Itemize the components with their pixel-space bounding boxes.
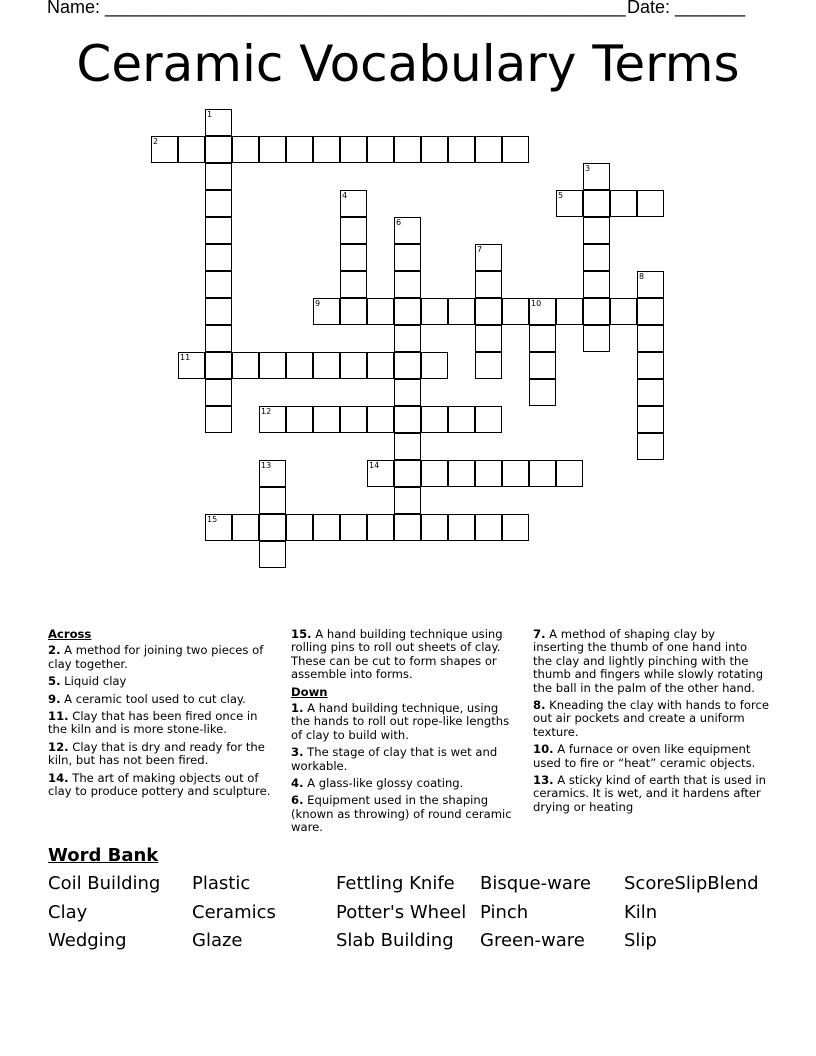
word-bank-item: Kiln — [624, 902, 658, 923]
word-bank-item: Coil Building — [48, 873, 161, 894]
crossword-cell[interactable] — [340, 217, 367, 244]
across-heading: Across — [48, 627, 92, 641]
crossword-cell[interactable] — [394, 487, 421, 514]
crossword-cell[interactable] — [475, 136, 502, 163]
clue-down-3: 3. The stage of clay that is wet and workable. — [291, 745, 498, 773]
crossword-cell[interactable] — [205, 271, 232, 298]
crossword-cell[interactable] — [367, 514, 394, 541]
crossword-cell[interactable] — [502, 460, 529, 487]
crossword-cell[interactable] — [637, 352, 664, 379]
crossword-cell[interactable] — [259, 514, 286, 541]
crossword-cell[interactable] — [475, 352, 502, 379]
crossword-cell[interactable] — [529, 379, 556, 406]
clue-number: 4 — [342, 191, 348, 200]
clue-down-4: 4. A glass-like glossy coating. — [291, 776, 464, 791]
clue-across-5: 5. Liquid clay — [48, 674, 127, 689]
crossword-cell[interactable] — [583, 298, 610, 325]
crossword-cell[interactable] — [340, 352, 367, 379]
crossword-cell[interactable] — [529, 460, 556, 487]
crossword-cell[interactable] — [178, 136, 205, 163]
clue-number: 11 — [180, 353, 191, 362]
word-bank-item: Pinch — [480, 902, 529, 923]
crossword-cell[interactable] — [394, 271, 421, 298]
clue-number: 8 — [639, 272, 645, 281]
clue-number: 5 — [558, 191, 564, 200]
crossword-cell[interactable] — [205, 298, 232, 325]
crossword-cell[interactable] — [529, 352, 556, 379]
clue-number: 9 — [315, 299, 321, 308]
word-bank-item: Bisque-ware — [480, 873, 591, 894]
clue-number: 7 — [477, 245, 483, 254]
crossword-cell[interactable] — [394, 406, 421, 433]
clue-across-2: 2. A method for joining two pieces of clay together. — [48, 643, 264, 671]
crossword-cell[interactable] — [367, 406, 394, 433]
crossword-cell[interactable] — [421, 514, 448, 541]
crossword-cell[interactable] — [259, 541, 286, 568]
crossword-cell[interactable] — [637, 190, 664, 217]
crossword-cell[interactable] — [421, 352, 448, 379]
crossword-cell[interactable] — [286, 406, 313, 433]
clue-number: 13 — [261, 461, 272, 470]
word-bank-item: Slab Building — [336, 930, 454, 951]
clue-number: 12 — [261, 407, 272, 416]
crossword-cell[interactable] — [583, 217, 610, 244]
crossword-cell[interactable] — [340, 514, 367, 541]
crossword-cell[interactable] — [286, 352, 313, 379]
crossword-cell[interactable] — [232, 136, 259, 163]
clue-across-11: 11. Clay that has been fired once in the kiln and is more stone-like. — [48, 709, 258, 737]
crossword-cell[interactable] — [313, 514, 340, 541]
clue-across-9: 9. A ceramic tool used to cut clay. — [48, 691, 246, 706]
crossword-cell[interactable] — [205, 325, 232, 352]
crossword-cell[interactable] — [448, 406, 475, 433]
crossword-cell[interactable] — [475, 460, 502, 487]
crossword-cell[interactable] — [583, 271, 610, 298]
clue-down-7: 7. A method of shaping clay by inserting the thumb of one hand into the clay and lightly pinching with the thumb and fingers while slowly rotating the ball in the palm of the other hand. — [533, 627, 764, 695]
crossword-cell[interactable] — [394, 433, 421, 460]
crossword-cell[interactable] — [286, 136, 313, 163]
crossword-cell[interactable] — [394, 460, 421, 487]
word-bank-item: Potter's Wheel — [336, 902, 467, 923]
crossword-cell[interactable] — [259, 136, 286, 163]
clue-down-8: 8. Kneading the clay with hands to force out air pockets and create a uniform texture. — [533, 698, 769, 739]
crossword-cell[interactable] — [448, 298, 475, 325]
crossword-cell[interactable] — [637, 433, 664, 460]
word-bank-item: Ceramics — [192, 902, 276, 923]
crossword-cell[interactable] — [205, 379, 232, 406]
crossword-cell[interactable] — [475, 406, 502, 433]
date-field-label[interactable]: Date: _______ — [627, 0, 746, 17]
word-bank-item: Glaze — [192, 930, 243, 951]
crossword-cell[interactable] — [448, 514, 475, 541]
crossword-cell[interactable] — [448, 460, 475, 487]
crossword-cell[interactable] — [394, 136, 421, 163]
clue-down-6: 6. Equipment used in the shaping (known as throwing) of round ceramic ware. — [291, 793, 512, 835]
word-bank-item: ScoreSlipBlend — [624, 873, 759, 894]
clues-column-3 — [533, 628, 769, 818]
crossword-cell[interactable] — [475, 271, 502, 298]
clues-column-2 — [291, 628, 519, 839]
word-bank-title: Word Bank — [48, 845, 159, 866]
crossword-cell[interactable] — [286, 514, 313, 541]
crossword-cell[interactable] — [394, 298, 421, 325]
crossword-cell[interactable] — [475, 514, 502, 541]
crossword-cell[interactable] — [475, 325, 502, 352]
crossword-cell[interactable] — [394, 244, 421, 271]
clue-number: 3 — [585, 164, 591, 173]
crossword-cell[interactable] — [367, 136, 394, 163]
crossword-cell[interactable] — [313, 406, 340, 433]
crossword-cell[interactable] — [637, 325, 664, 352]
clue-number: 15 — [207, 515, 218, 524]
crossword-cell[interactable] — [556, 298, 583, 325]
name-field-label[interactable]: Name: ____________________________________________________ — [47, 0, 626, 17]
clue-down-1: 1. A hand building technique, using the hands to roll out rope-like lengths of clay to build with. — [291, 701, 510, 742]
crossword-cell[interactable] — [259, 487, 286, 514]
crossword-cell[interactable] — [394, 352, 421, 379]
clue-number: 10 — [531, 299, 542, 308]
crossword-cell[interactable] — [205, 406, 232, 433]
crossword-cell[interactable] — [340, 244, 367, 271]
crossword-cell[interactable] — [583, 244, 610, 271]
crossword-cell[interactable] — [313, 136, 340, 163]
clue-down-10: 10. A furnace or oven like equipment used to fire or “heat” ceramic objects. — [533, 742, 756, 770]
word-bank-item: Clay — [48, 902, 88, 923]
page-title: Ceramic Vocabulary Terms — [76, 35, 740, 93]
crossword-cell[interactable] — [205, 136, 232, 163]
crossword-cell[interactable] — [556, 460, 583, 487]
down-heading: Down — [291, 684, 328, 699]
crossword-cell[interactable] — [232, 352, 259, 379]
crossword-cell[interactable] — [394, 379, 421, 406]
crossword-cell[interactable] — [259, 352, 286, 379]
crossword-cell[interactable] — [421, 460, 448, 487]
crossword-cell[interactable] — [529, 325, 556, 352]
word-bank-item: Wedging — [48, 930, 127, 951]
crossword-cell[interactable] — [313, 352, 340, 379]
crossword-cell[interactable] — [502, 514, 529, 541]
crossword-cell[interactable] — [340, 136, 367, 163]
word-bank-item: Green-ware — [480, 930, 585, 951]
crossword-cell[interactable] — [421, 406, 448, 433]
crossword-cell[interactable] — [421, 136, 448, 163]
crossword-cell[interactable] — [394, 325, 421, 352]
crossword-cell[interactable] — [421, 298, 448, 325]
clue-across-12: 12. Clay that is dry and ready for the kiln, but has not been fired. — [48, 739, 265, 768]
word-bank-item: Slip — [624, 930, 657, 951]
crossword-cell[interactable] — [394, 514, 421, 541]
crossword-cell[interactable] — [637, 379, 664, 406]
clue-number: 6 — [396, 218, 402, 227]
crossword-cell[interactable] — [583, 325, 610, 352]
crossword-cell[interactable] — [583, 190, 610, 217]
crossword-cell[interactable] — [367, 298, 394, 325]
crossword-cell[interactable] — [367, 352, 394, 379]
crossword-cell[interactable] — [610, 190, 637, 217]
crossword-cell[interactable] — [205, 352, 232, 379]
crossword-cell[interactable] — [340, 298, 367, 325]
crossword-cell[interactable] — [205, 244, 232, 271]
crossword-cell[interactable] — [610, 298, 637, 325]
clue-down-13: 13. A sticky kind of earth that is used in ceramics. It is wet, and it hardens after drying or heating — [533, 773, 766, 814]
clue-across-15: 15. A hand building technique using rolling pins to roll out sheets of clay. These can be cut to form shapes or assemble into forms. — [291, 627, 503, 682]
crossword-cell[interactable] — [205, 163, 232, 190]
crossword-cell[interactable] — [475, 298, 502, 325]
word-bank-item: Plastic — [192, 873, 251, 894]
crossword-cell[interactable] — [637, 406, 664, 433]
clue-across-14: 14. The art of making objects out of clay to produce pottery and sculpture. — [48, 770, 271, 799]
crossword-cell[interactable] — [502, 136, 529, 163]
clue-number: 14 — [369, 461, 380, 470]
clues-column-1 — [48, 628, 278, 802]
crossword-cell[interactable] — [340, 406, 367, 433]
crossword-cell[interactable] — [502, 298, 529, 325]
crossword-cell[interactable] — [637, 298, 664, 325]
word-bank-item: Fettling Knife — [336, 873, 455, 894]
crossword-cell[interactable] — [340, 271, 367, 298]
clue-number: 1 — [207, 110, 213, 119]
crossword-cell[interactable] — [448, 136, 475, 163]
crossword-cell[interactable] — [205, 190, 232, 217]
crossword-cell[interactable] — [205, 217, 232, 244]
clue-number: 2 — [153, 137, 159, 146]
crossword-cell[interactable] — [232, 514, 259, 541]
